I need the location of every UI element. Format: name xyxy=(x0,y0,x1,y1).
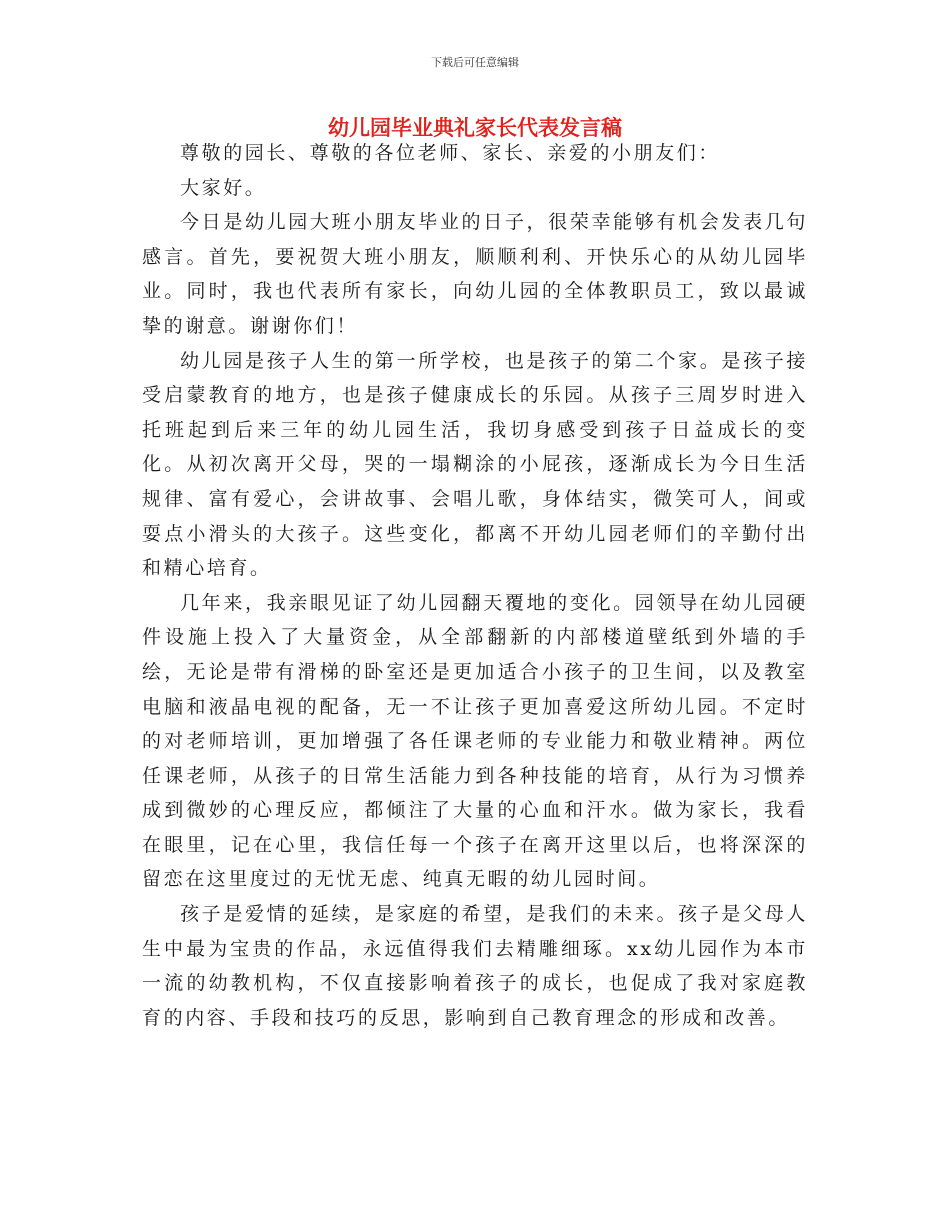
greeting-paragraph: 尊敬的园长、尊敬的各位老师、家长、亲爱的小朋友们： xyxy=(180,142,721,164)
document-body xyxy=(142,136,808,1035)
header-note: 下载后可任意编辑 xyxy=(431,56,519,69)
body-paragraph: 幼儿园是孩子人生的第一所学校，也是孩子的第二个家。是孩子接受启蒙教育的地方，也是孩子健康成长的乐园。从孩子三周岁时进入托班起到后来三年的幼儿园生活，我切身感受到孩子日益成长的变化。从初次离开父母，哭的一塌糊涂的小屁孩，逐渐成长为今日生活规律、富有爱心，会讲故事、会唱儿歌，身体结实，微笑可人，间或耍点小滑头的大孩子。这些变化，都离不开幼儿园老师们的辛勤付出和精心培育。 xyxy=(142,349,808,580)
salutation-paragraph: 大家好。 xyxy=(180,176,267,199)
body-paragraph: 几年来，我亲眼见证了幼儿园翻天覆地的变化。园领导在幼儿园硬件设施上投入了大量资金，从全部翻新的内部楼道壁纸到外墙的手绘，无论是带有滑梯的卧室还是更加适合小孩子的卫生间，以及教室电脑和液晶电视的配备，无一不让孩子更加喜爱这所幼儿园。不定时的对老师培训，更加增强了各任课老师的专业能力和敬业精神。两位任课老师，从孩子的日常生活能力到各种技能的培育，从行为习惯养成到微妙的心理反应，都倾注了大量的心血和汗水。做为家长，我看在眼里，记在心里，我信任每一个孩子在离开这里以后，也将深深的留恋在这里度过的无忧无虑、纯真无暇的幼儿园时间。 xyxy=(142,591,808,891)
document-title: 幼儿园毕业典礼家长代表发言稿 xyxy=(328,116,622,140)
body-paragraph: 今日是幼儿园大班小朋友毕业的日子，很荣幸能够有机会发表几句感言。首先，要祝贺大班小朋友，顺顺利利、开快乐心的从幼儿园毕业。同时，我也代表所有家长，向幼儿园的全体教职员工，致以最诚挚的谢意。谢谢你们！ xyxy=(142,211,808,337)
body-paragraph: 孩子是爱情的延续，是家庭的希望，是我们的未来。孩子是父母人生中最为宝贵的作品，永远值得我们去精雕细琢。xx幼儿园作为本市一流的幼教机构，不仅直接影响着孩子的成长，也促成了我对家庭教育的内容、手段和技巧的反思，影响到自己教育理念的形成和改善。 xyxy=(142,903,808,1029)
